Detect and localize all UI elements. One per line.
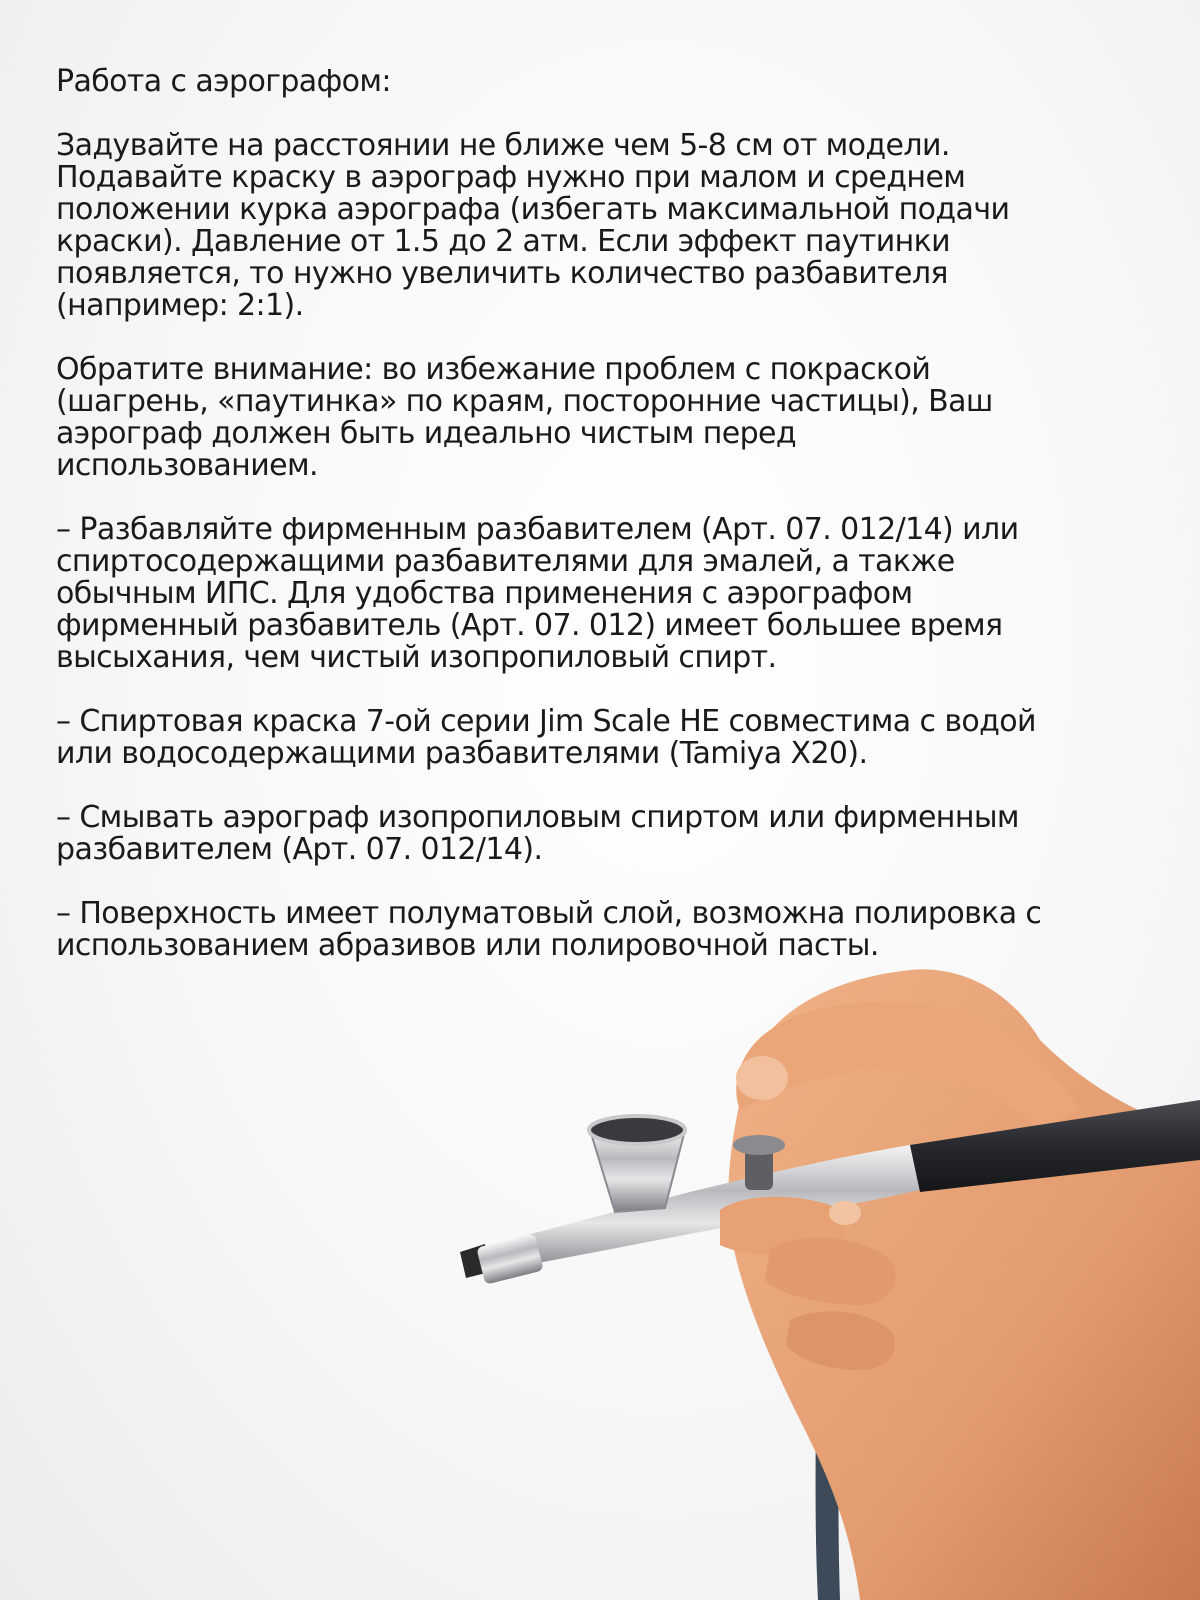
paragraph-cleaning: – Смывать аэрограф изопропиловым спиртом или фирменным разбавителем (Арт. 07. 012/14). <box>56 800 1019 867</box>
paragraph-gap <box>56 866 1166 898</box>
paint-cup-rim <box>589 1116 685 1144</box>
paragraph-gap <box>56 482 1166 514</box>
document-title: Работа с аэрографом: <box>56 64 391 99</box>
paragraph-gap <box>56 770 1166 802</box>
document-body <box>56 66 1166 962</box>
paragraph-surface: – Поверхность имеет полуматовый слой, возможна полировка с использованием абразивов или полировочной пасты. <box>56 896 1042 963</box>
paragraph-compatibility: – Спиртовая краска 7-ой серии Jim Scale НЕ совместима с водой или водосодержащими разбавителями (Tamiya X20). <box>56 704 1036 771</box>
hand-holding-airbrush-icon <box>440 960 1200 1600</box>
fingernail <box>829 1201 861 1225</box>
paragraph-gap <box>56 322 1166 354</box>
nozzle-ring <box>476 1233 543 1284</box>
paragraph-airbrush-distance: Задувайте на расстоянии не ближе чем 5-8 см от модели. Подавайте краску в аэрограф нужно при малом и среднем положении курка аэрографа (избегать максимальной подачи краски). Давление от 1.5 до 2 атм. Если эффект паутинки появляется, то нужно увеличить количество разбавителя (например: 2:1). <box>56 128 1010 323</box>
paragraph-cleanliness-note: Обратите внимание: во избежание проблем с покраской (шагрень, «паутинка» по краям, посторонние частицы), Ваш аэрограф должен быть идеально чистым перед использованием. <box>56 352 993 483</box>
paragraph-thinner: – Разбавляйте фирменным разбавителем (Арт. 07. 012/14) или спиртосодержащими разбавителями для эмалей, а также обычным ИПС. Для удобства применения с аэрографом фирменный разбавитель (Арт. 07. 012) имеет большее время высыхания, чем чистый изопропиловый спирт. <box>56 512 1019 675</box>
index-fingernail <box>736 1056 788 1100</box>
paragraph-gap <box>56 674 1166 706</box>
trigger-button <box>733 1135 785 1155</box>
